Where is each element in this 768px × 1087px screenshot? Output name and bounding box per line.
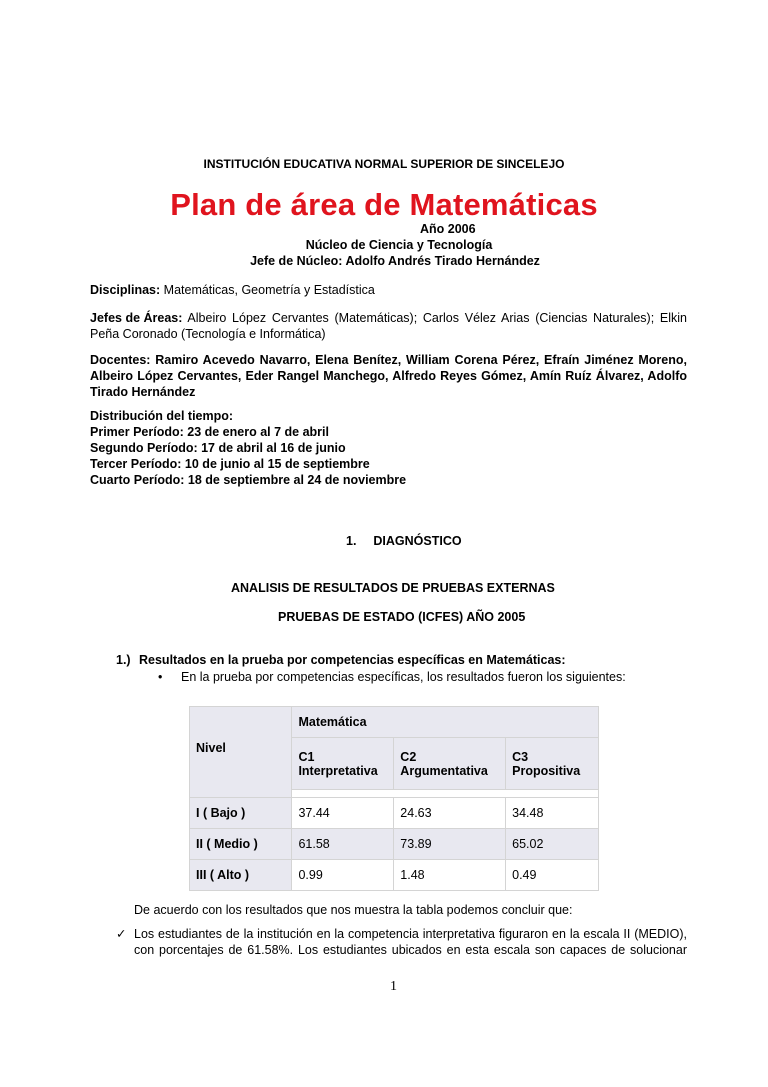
document-year: Año 2006 — [420, 222, 476, 236]
item-1-bullet-text: En la prueba por competencias específicas, los resultados fueron los siguientes: — [181, 670, 626, 684]
row-c3: 65.02 — [506, 829, 599, 860]
teachers-line-2: Albeiro López Cervantes, Eder Rangel Manchego, Alfredo Reyes Gómez, Amín Ruíz Álvarez, Adolfo — [90, 369, 687, 383]
period-2: Segundo Período: 17 de abril al 16 de junio — [90, 441, 346, 455]
disciplines-line — [90, 282, 687, 298]
conclusion-intro: De acuerdo con los resultados que nos muestra la tabla podemos concluir que: — [134, 903, 573, 917]
checkmark-icon: ✓ — [116, 926, 127, 941]
row-c1: 37.44 — [292, 798, 394, 829]
row-c1: 61.58 — [292, 829, 394, 860]
row-level: I ( Bajo ) — [190, 798, 292, 829]
c3-name: Propositiva — [512, 763, 581, 778]
conclusion-line-1: Los estudiantes de la institución en la competencia interpretativa figuraron en la escala II (MEDIO), — [134, 927, 687, 941]
section-number: 1. — [346, 534, 357, 548]
results-table — [189, 706, 599, 891]
institution-name: INSTITUCIÓN EDUCATIVA NORMAL SUPERIOR DE SINCELEJO — [203, 157, 565, 171]
teachers-line-3: Tirado Hernández — [90, 385, 196, 399]
disciplines-value: Matemáticas, Geometría y Estadística — [163, 283, 375, 297]
row-level: III ( Alto ) — [190, 860, 292, 891]
row-level: II ( Medio ) — [190, 829, 292, 860]
area-heads-block — [90, 310, 687, 342]
c2-name: Argumentativa — [400, 763, 488, 778]
section-heading — [346, 534, 462, 548]
c1-name: Interpretativa — [298, 763, 378, 778]
nucleus-name: Núcleo de Ciencia y Tecnología — [305, 238, 493, 252]
conclusion-line-2: con porcentajes de 61.58%. Los estudiantes ubicados en esta escala son capaces de solucionar — [134, 943, 687, 957]
table-row — [190, 860, 599, 891]
area-heads-label: Jefes de Áreas: — [90, 311, 183, 325]
teachers-line-1: Docentes: Ramiro Acevedo Navarro, Elena Benítez, William Corena Pérez, Efraín Jiménez Moreno, — [90, 353, 687, 367]
tests-heading: PRUEBAS DE ESTADO (ICFES) AÑO 2005 — [278, 610, 526, 624]
nucleus-head: Jefe de Núcleo: Adolfo Andrés Tirado Hernández — [250, 254, 540, 268]
section-title: DIAGNÓSTICO — [373, 534, 462, 548]
row-c3: 34.48 — [506, 798, 599, 829]
c2-code: C2 — [400, 749, 417, 764]
row-c3: 0.49 — [506, 860, 599, 891]
disciplines-label: Disciplinas: — [90, 283, 161, 297]
row-c2: 1.48 — [394, 860, 506, 891]
c1-code: C1 — [298, 749, 315, 764]
row-c2: 73.89 — [394, 829, 506, 860]
area-heads-line-2: Peña Coronado (Tecnología e Informática) — [90, 327, 326, 341]
bullet-icon: • — [158, 670, 163, 684]
matematica-header: Matemática — [292, 707, 599, 738]
page-number: 1 — [390, 979, 397, 994]
schedule-title: Distribución del tiempo: — [90, 409, 234, 423]
area-heads-line-1 — [90, 310, 687, 326]
item-1-number: 1.) — [116, 653, 131, 667]
c3-header — [506, 738, 599, 790]
area-heads-names-1: Albeiro López Cervantes (Matemáticas); Carlos Vélez Arias (Ciencias Naturales); Elkin — [187, 311, 687, 325]
row-c1: 0.99 — [292, 860, 394, 891]
period-4: Cuarto Período: 18 de septiembre al 24 de noviembre — [90, 473, 407, 487]
document-title: Plan de área de Matemáticas — [170, 187, 598, 222]
period-3: Tercer Período: 10 de junio al 15 de septiembre — [90, 457, 370, 471]
table-row — [190, 829, 599, 860]
table-row — [190, 798, 599, 829]
conclusion-point — [134, 926, 687, 958]
c3-code: C3 — [512, 749, 529, 764]
c1-header — [292, 738, 394, 790]
analysis-heading: ANALISIS DE RESULTADOS DE PRUEBAS EXTERNAS — [231, 581, 555, 595]
item-1-title: Resultados en la prueba por competencias específicas en Matemáticas: — [139, 653, 566, 667]
period-1: Primer Período: 23 de enero al 7 de abril — [90, 425, 329, 439]
row-c2: 24.63 — [394, 798, 506, 829]
schedule-block — [90, 408, 687, 488]
level-header-spacer — [190, 790, 292, 798]
level-header: Nivel — [190, 707, 292, 790]
c2-header — [394, 738, 506, 790]
teachers-block — [90, 352, 687, 400]
